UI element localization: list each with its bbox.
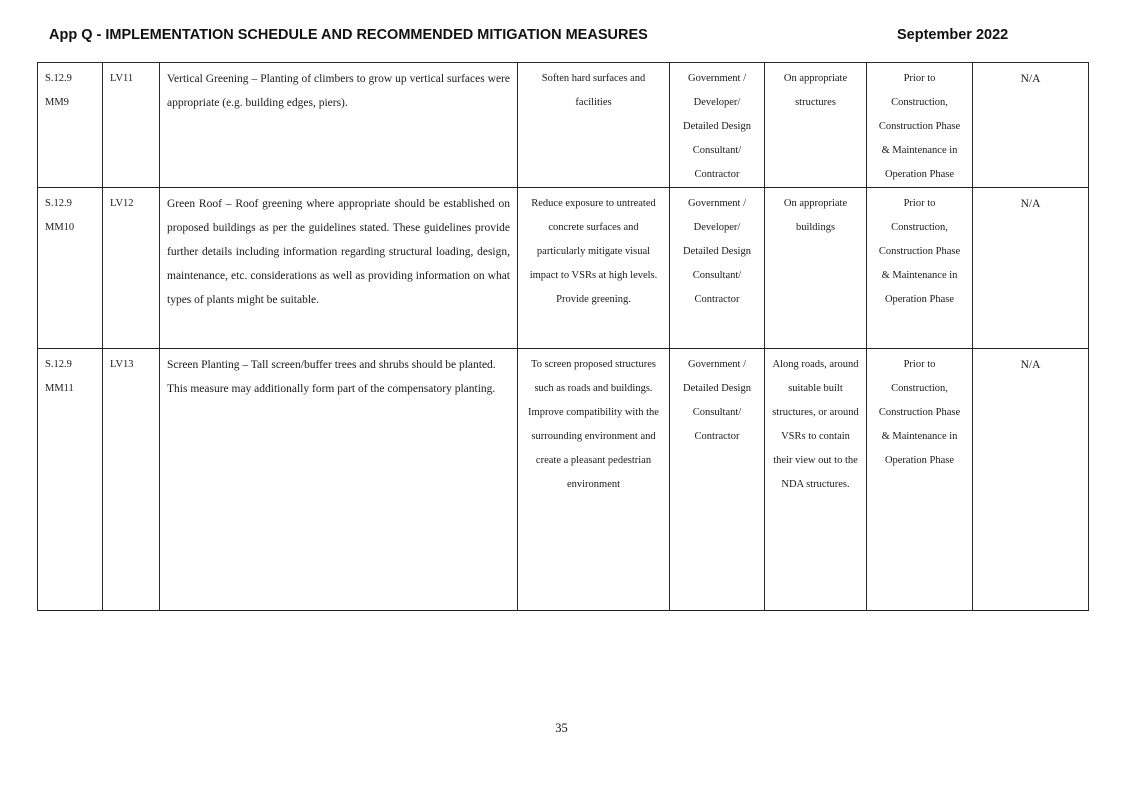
page-number: 35 (555, 721, 568, 735)
timing-line: Operation Phase (884, 455, 955, 466)
objective-line: create a pleasant pedestrian (535, 455, 652, 466)
timing-line: Prior to (903, 359, 936, 370)
timing-cell (867, 63, 973, 188)
objective-line: facilities (575, 97, 612, 108)
mitigation-measure-cell: Vertical Greening – Planting of climbers to grow up vertical surfaces were appropriate (e.g. building edges, piers). (160, 63, 518, 188)
table-row (38, 63, 1089, 188)
location-line: structures (795, 97, 836, 108)
document-date: September 2022 (897, 27, 1009, 43)
objective-cell (518, 188, 670, 349)
timing-cell (867, 349, 973, 611)
implementer-line: Government / (687, 198, 747, 209)
timing-line: Construction, (891, 383, 948, 394)
objective-line: Provide greening. (556, 294, 631, 305)
document-title: App Q - IMPLEMENTATION SCHEDULE AND RECOMMENDED MITIGATION MEASURES (49, 27, 648, 43)
objective-line: Reduce exposure to untreated (531, 198, 656, 209)
implementer-line: Detailed Design (683, 383, 751, 394)
location-line: their view out to the (773, 455, 858, 466)
timing-line: Prior to (903, 198, 936, 209)
implementer-line: Government / (687, 359, 747, 370)
mitigation-measure-cell: Screen Planting – Tall screen/buffer trees and shrubs should be planted. This measure may additionally form part of the compensatory planting. (160, 349, 518, 611)
location-line: structures, or around (772, 407, 859, 418)
timing-line: & Maintenance in (881, 145, 958, 156)
objective-line: surrounding environment and (531, 431, 656, 442)
eia-reference-measure: MM11 (45, 383, 74, 394)
implementer-line: Contractor (694, 431, 740, 442)
eia-reference-cell (38, 63, 103, 188)
implementer-line: Consultant/ (692, 407, 742, 418)
implementer-line: Consultant/ (692, 270, 742, 281)
objective-cell (518, 63, 670, 188)
objective-line: To screen proposed structures (531, 359, 656, 370)
eia-reference-cell (38, 188, 103, 349)
mitigation-schedule-table (37, 62, 1089, 611)
objective-line: impact to VSRs at high levels. (529, 270, 658, 281)
timing-line: Operation Phase (884, 169, 955, 180)
requirement-cell: N/A (973, 349, 1089, 611)
eia-reference-measure: MM10 (45, 222, 75, 233)
implementer-line: Consultant/ (692, 145, 742, 156)
measure-code-cell: LV12 (103, 188, 160, 349)
timing-line: Construction Phase (878, 246, 961, 257)
implementer-line: Contractor (694, 294, 740, 305)
eia-reference-section: S.12.9 (45, 73, 72, 84)
table-row (38, 349, 1089, 611)
eia-reference-section: S.12.9 (45, 198, 72, 209)
location-cell (765, 349, 867, 611)
location-cell (765, 188, 867, 349)
location-line: Along roads, around (772, 359, 859, 370)
implementer-line: Developer/ (693, 97, 741, 108)
timing-cell (867, 188, 973, 349)
location-line: suitable built (788, 383, 843, 394)
location-line: On appropriate (783, 198, 848, 209)
implementer-cell (670, 349, 765, 611)
location-line: NDA structures. (781, 479, 850, 490)
eia-reference-cell (38, 349, 103, 611)
timing-line: Construction Phase (878, 121, 961, 132)
objective-line: Soften hard surfaces and (541, 73, 646, 84)
implementer-line: Developer/ (693, 222, 741, 233)
objective-line: environment (566, 479, 621, 490)
objective-line: Improve compatibility with the (528, 407, 659, 418)
timing-line: & Maintenance in (881, 270, 958, 281)
location-cell (765, 63, 867, 188)
objective-line: concrete surfaces and (548, 222, 639, 233)
implementer-line: Government / (687, 73, 747, 84)
requirement-cell: N/A (973, 63, 1089, 188)
timing-line: Construction Phase (878, 407, 961, 418)
timing-line: Operation Phase (884, 294, 955, 305)
timing-line: Construction, (891, 222, 948, 233)
implementer-line: Contractor (694, 169, 740, 180)
eia-reference-section: S.12.9 (45, 359, 72, 370)
table-row (38, 188, 1089, 349)
eia-reference-measure: MM9 (45, 97, 69, 108)
timing-line: Construction, (891, 97, 948, 108)
requirement-cell: N/A (973, 188, 1089, 349)
objective-line: particularly mitigate visual (536, 246, 651, 257)
measure-code-cell: LV11 (103, 63, 160, 188)
location-line: buildings (795, 222, 836, 233)
timing-line: Prior to (903, 73, 936, 84)
implementer-cell (670, 63, 765, 188)
location-line: On appropriate (783, 73, 848, 84)
measure-code-cell: LV13 (103, 349, 160, 611)
implementer-line: Detailed Design (683, 121, 751, 132)
objective-line: such as roads and buildings. (534, 383, 653, 394)
mitigation-measure-cell: Green Roof – Roof greening where appropriate should be established on proposed buildings as per the guidelines stated. These guidelines provide further details including information regarding structural loading, design, maintenance, etc. considerations as well as providing information on what types of plants might be suitable. (160, 188, 518, 349)
implementer-cell (670, 188, 765, 349)
location-line: VSRs to contain (781, 431, 850, 442)
timing-line: & Maintenance in (881, 431, 958, 442)
implementer-line: Detailed Design (683, 246, 751, 257)
objective-cell (518, 349, 670, 611)
